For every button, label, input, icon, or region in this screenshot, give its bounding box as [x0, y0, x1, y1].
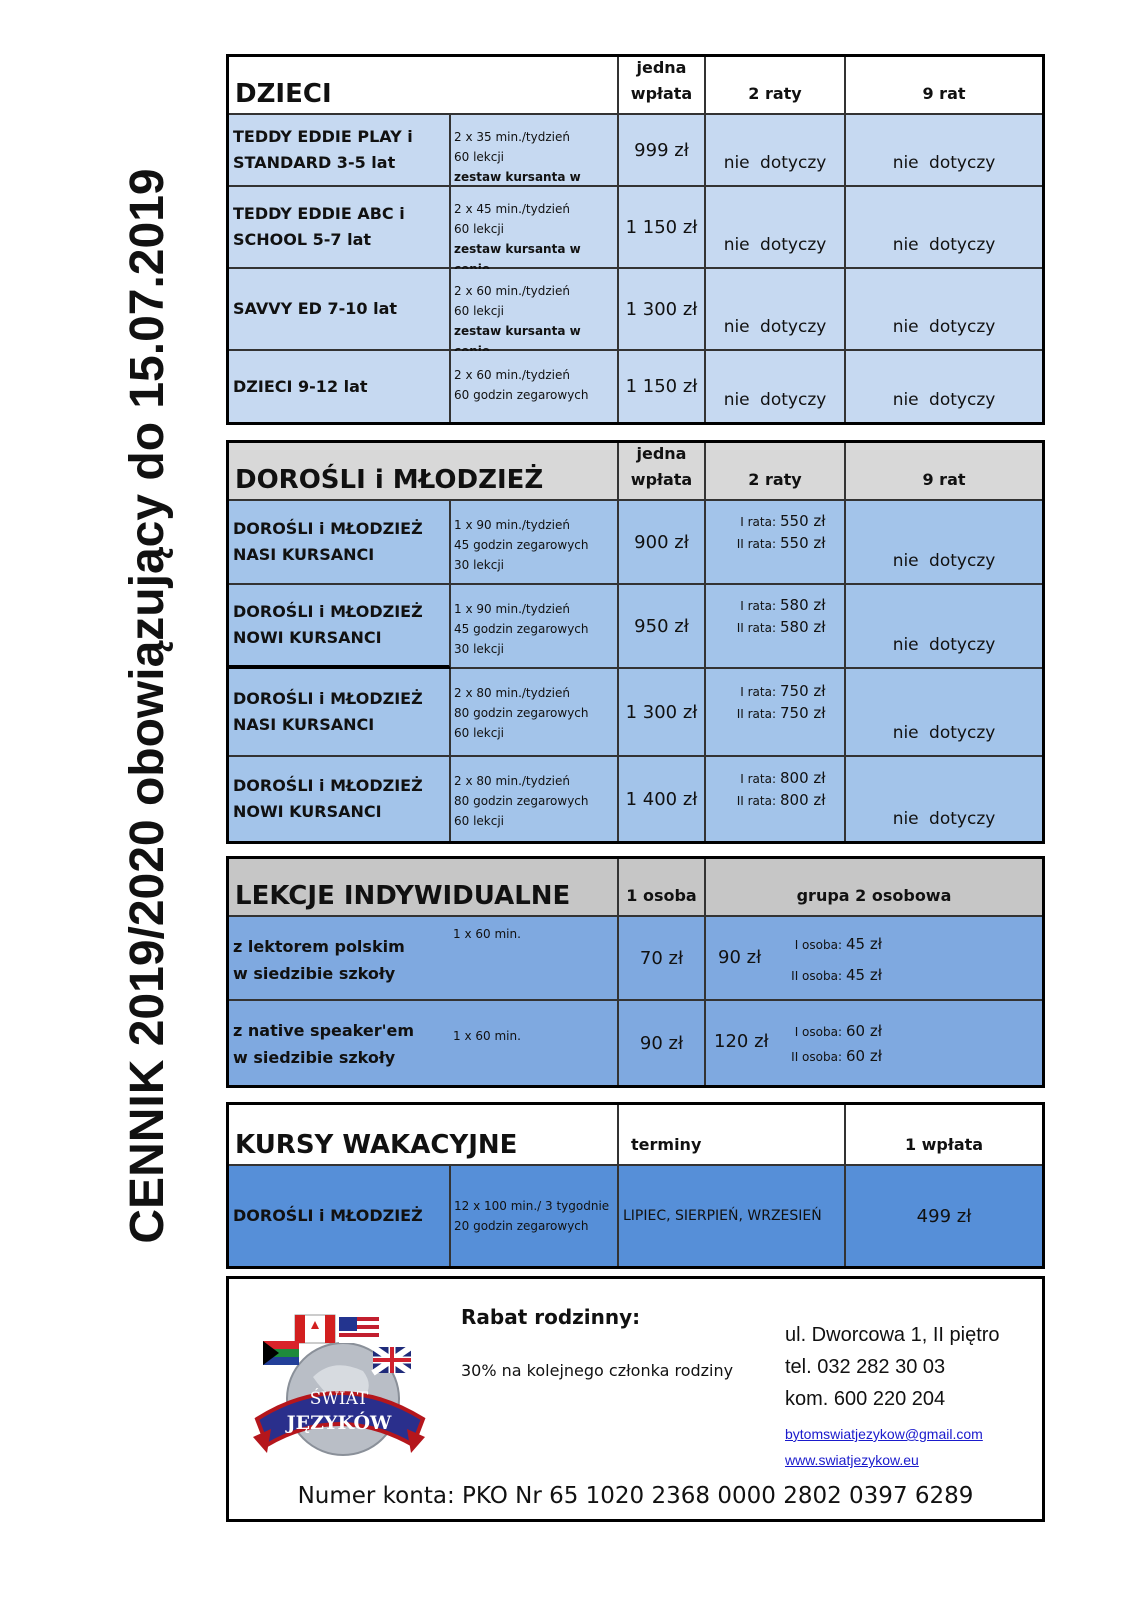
section-title: LEKCJE INDYWIDUALNE: [229, 859, 619, 917]
course-name: DOROŚLI i MŁODZIEŻ NASI KURSANCI: [229, 669, 451, 757]
col-header-two-installments: 2 raty: [706, 57, 846, 115]
course-details: 2 x 35 min./tydzień 60 lekcji zestaw kursanta w: [451, 115, 619, 187]
price-nine-installments: nie dotyczy: [846, 351, 1042, 422]
course-name: DOROŚLI i MŁODZIEŻ NASI KURSANCI: [229, 501, 451, 585]
lesson-name: z native speaker'em: [233, 1021, 415, 1040]
price-one-person: 70 zł: [619, 917, 706, 1001]
course-name: DZIECI 9-12 lat: [229, 351, 451, 422]
phone: tel. 032 282 30 03: [785, 1356, 946, 1378]
price-one-payment: 1 150 zł: [619, 187, 706, 269]
course-details: 2 x 80 min./tydzień 80 godzin zegarowych 60 lekcji: [451, 669, 619, 757]
col-header-nine-installments: 9 rat: [846, 443, 1042, 501]
price-nine-installments: nie dotyczy: [846, 269, 1042, 351]
price-one-payment: 1 300 zł: [619, 669, 706, 757]
price-one-payment: 999 zł: [619, 115, 706, 187]
contact-links: [785, 1421, 983, 1473]
section-dzieci: [226, 54, 1045, 425]
course-details: 1 x 90 min./tydzień 45 godzin zegarowych 30 lekcji: [451, 585, 619, 669]
lesson-details: 1 x 60 min.: [453, 1029, 521, 1043]
course-name: TEDDY EDDIE PLAY i STANDARD 3-5 lat: [229, 115, 451, 187]
course-details: 2 x 45 min./tydzień 60 lekcji zestaw kursanta w: [451, 187, 619, 269]
group-total: 90 zł: [718, 947, 762, 968]
price-one-payment: 950 zł: [619, 585, 706, 669]
discount-title: Rabat rodzinny:: [461, 1305, 641, 1329]
section-wakacyjne: [226, 1102, 1045, 1269]
price-nine-installments: nie dotyczy: [846, 501, 1042, 585]
contact-info: [785, 1319, 1000, 1415]
col-header-one-payment: jedna wpłata: [619, 57, 706, 115]
discount-text: 30% na kolejnego członka rodziny: [461, 1361, 734, 1380]
course-details: 12 x 100 min./ 3 tygodnie 20 godzin zegarowych: [451, 1166, 619, 1266]
group-total: 120 zł: [714, 1031, 769, 1052]
course-details: 1 x 90 min./tydzień 45 godzin zegarowych 30 lekcji: [451, 501, 619, 585]
footer: [226, 1276, 1045, 1522]
price-one-payment: 900 zł: [619, 501, 706, 585]
price-nine-installments: nie dotyczy: [846, 757, 1042, 841]
svg-text:ŚWIAT: ŚWIAT: [309, 1389, 369, 1409]
price-one-payment: 1 150 zł: [619, 351, 706, 422]
mobile: kom. 600 220 204: [785, 1388, 946, 1410]
col-header-nine-installments: 9 rat: [846, 57, 1042, 115]
price-nine-installments: nie dotyczy: [846, 187, 1042, 269]
address: ul. Dworcowa 1, II piętro: [785, 1324, 1000, 1346]
price-two-installments: I rata: 580 zł II rata: 580 zł: [706, 585, 846, 669]
email-link[interactable]: bytomswiatjezykow@gmail.com: [785, 1426, 983, 1442]
price-two-installments: nie dotyczy: [706, 269, 846, 351]
course-terms: LIPIEC, SIERPIEŃ, WRZESIEŃ: [619, 1166, 846, 1266]
col-header-payment: 1 wpłata: [846, 1105, 1042, 1166]
bank-account: Numer konta: PKO Nr 65 1020 2368 0000 2802 0397 6289: [297, 1483, 974, 1509]
price-one-payment: 1 300 zł: [619, 269, 706, 351]
col-header-one-payment: jedna wpłata: [619, 443, 706, 501]
price-group: 120 zł I osoba: 60 zł II osoba: 60 zł: [706, 1001, 1042, 1085]
course-name: SAVVY ED 7-10 lat: [229, 269, 451, 351]
price-two-installments: nie dotyczy: [706, 187, 846, 269]
price-group: 90 zł I osoba: 45 zł II osoba: 45 zł: [706, 917, 1042, 1001]
price-nine-installments: nie dotyczy: [846, 585, 1042, 669]
lesson-location: w siedzibie szkoły: [233, 964, 396, 983]
price-two-installments: nie dotyczy: [706, 115, 846, 187]
website-link[interactable]: www.swiatjezykow.eu: [785, 1452, 919, 1468]
course-name: DOROŚLI i MŁODZIEŻ: [229, 1166, 451, 1266]
course-name: TEDDY EDDIE ABC i SCHOOL 5-7 lat: [229, 187, 451, 269]
price-two-installments: I rata: 750 zł II rata: 750 zł: [706, 669, 846, 757]
price-one-person: 90 zł: [619, 1001, 706, 1085]
section-dorosli: [226, 440, 1045, 844]
section-title: KURSY WAKACYJNE: [229, 1105, 619, 1166]
lesson-row-native: [229, 1001, 619, 1085]
course-details: 2 x 60 min./tydzień 60 lekcji zestaw kursanta w: [451, 269, 619, 351]
price-two-installments: nie dotyczy: [706, 351, 846, 422]
price-two-installments: I rata: 800 zł II rata: 800 zł: [706, 757, 846, 841]
page-title: CENNIK 2019/2020 obowiązujący do 15.07.2019: [121, 168, 174, 1244]
svg-text:JĘZYKÓW: JĘZYKÓW: [286, 1412, 392, 1434]
course-details: 2 x 60 min./tydzień 60 godzin zegarowych: [451, 351, 619, 422]
col-header-group: grupa 2 osobowa: [706, 859, 1042, 917]
col-header-two-installments: 2 raty: [706, 443, 846, 501]
lesson-name: z lektorem polskim: [233, 937, 405, 956]
col-header-one-person: 1 osoba: [619, 859, 706, 917]
col-header-terms: terminy: [619, 1105, 846, 1166]
price-one-payment: 499 zł: [846, 1166, 1042, 1266]
course-name: DOROŚLI i MŁODZIEŻ NOWI KURSANCI: [229, 757, 451, 841]
price-one-payment: 1 400 zł: [619, 757, 706, 841]
logo-icon: [243, 1307, 435, 1467]
section-title: DZIECI: [229, 57, 619, 115]
course-details: 2 x 80 min./tydzień 80 godzin zegarowych 60 lekcji: [451, 757, 619, 841]
price-nine-installments: nie dotyczy: [846, 115, 1042, 187]
lesson-details: 1 x 60 min.: [453, 927, 521, 941]
course-name: DOROŚLI i MŁODZIEŻ NOWI KURSANCI: [229, 585, 451, 669]
section-title: DOROŚLI i MŁODZIEŻ: [229, 443, 619, 501]
lesson-location: w siedzibie szkoły: [233, 1048, 396, 1067]
price-nine-installments: nie dotyczy: [846, 669, 1042, 757]
section-indywidualne: [226, 856, 1045, 1088]
price-two-installments: I rata: 550 zł II rata: 550 zł: [706, 501, 846, 585]
lesson-row-polish: [229, 917, 619, 1001]
